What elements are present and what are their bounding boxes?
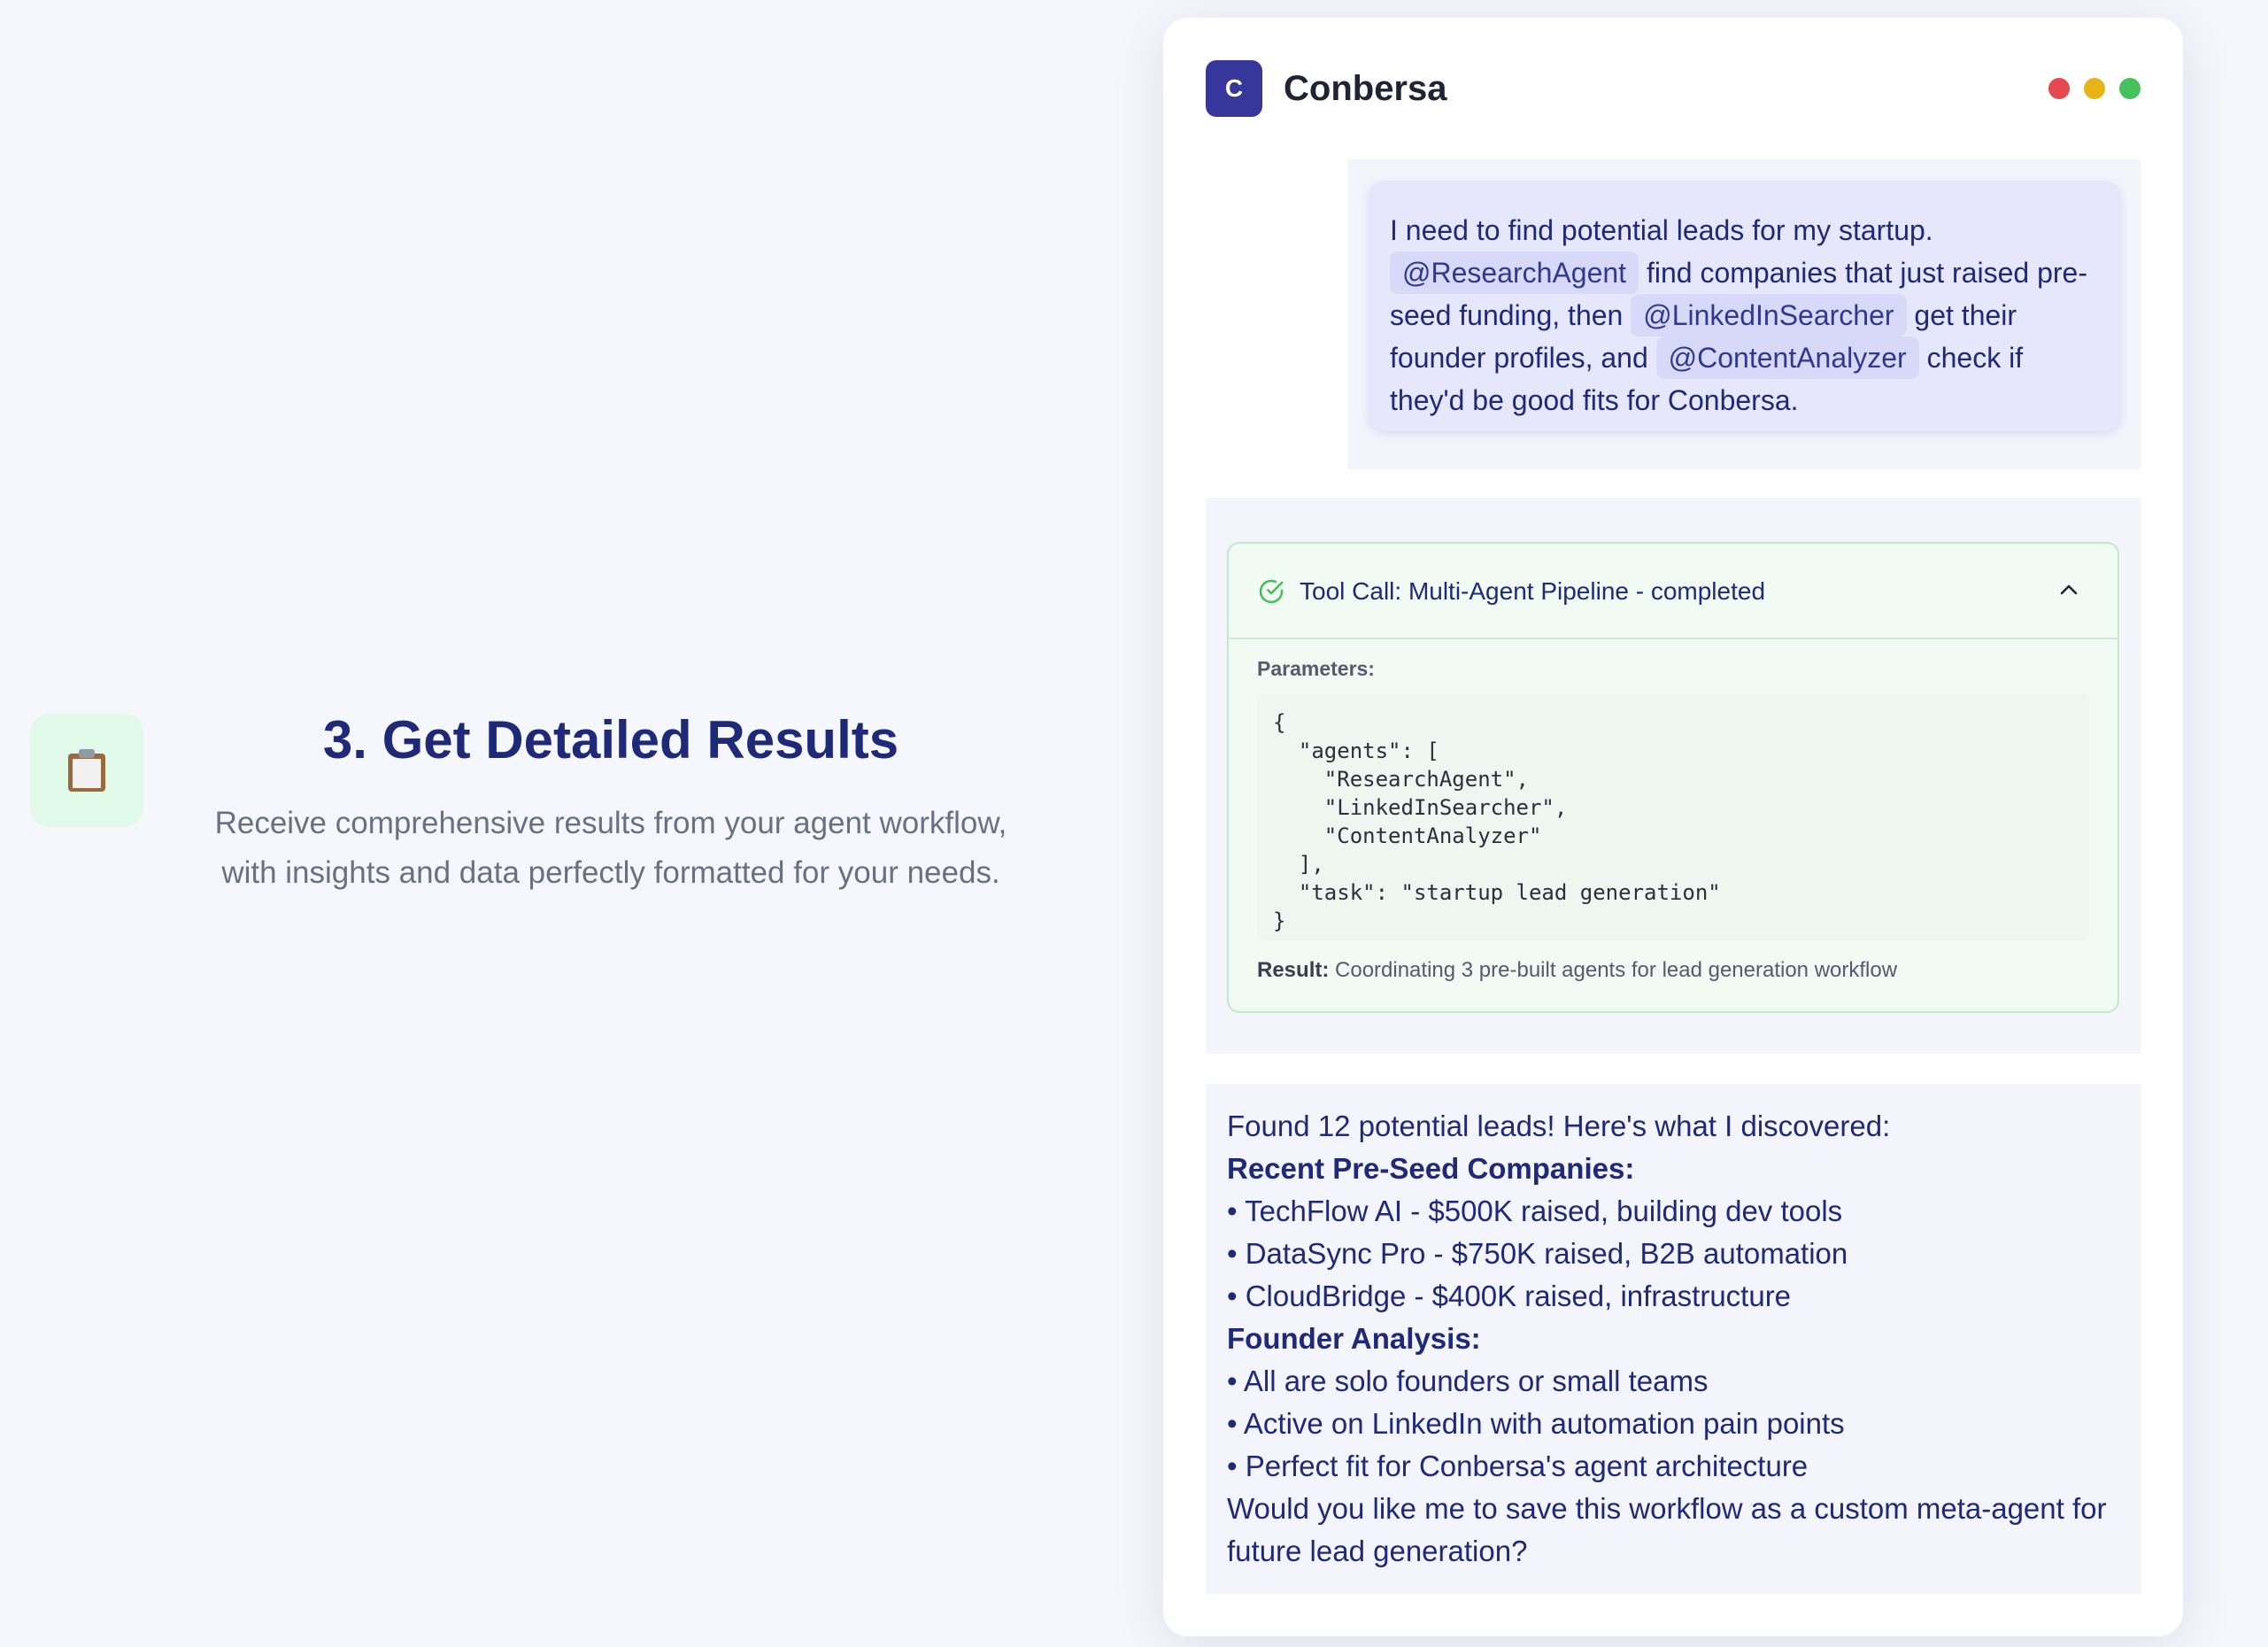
user-message-bubble — [1369, 181, 2121, 430]
user-message-row — [1347, 159, 2141, 469]
list-item: • TechFlow AI - $500K raised, building dev tools — [1227, 1195, 1843, 1227]
app-avatar: C — [1206, 60, 1262, 117]
feature-description-line2: with insights and data perfectly formatted for your needs. — [221, 855, 1000, 890]
feature-title: 3. Get Detailed Results — [322, 710, 899, 769]
chat-window — [1163, 18, 2183, 1636]
section-heading-founders: Founder Analysis: — [1227, 1322, 1481, 1355]
list-item: • DataSync Pro - $750K raised, B2B automation — [1227, 1237, 1848, 1270]
app-title: Conbersa — [1284, 69, 1447, 108]
assistant-response — [1206, 1084, 2141, 1594]
section-heading-companies: Recent Pre-Seed Companies: — [1227, 1152, 1635, 1185]
window-header — [1206, 60, 2141, 117]
close-dot[interactable] — [2048, 78, 2070, 99]
parameters-label: Parameters: — [1257, 657, 1375, 680]
clipboard-icon — [68, 749, 105, 792]
result-text: Coordinating 3 pre-built agents for lead generation workflow — [1329, 958, 1898, 982]
feature-description-line1: Receive comprehensive results from your agent workflow, — [214, 806, 1007, 840]
tool-call-header[interactable] — [1229, 544, 2118, 639]
window-controls — [2048, 78, 2141, 99]
result-label: Result: — [1257, 958, 1330, 982]
mention-research-agent[interactable]: @ResearchAgent — [1390, 251, 1639, 294]
mention-content-analyzer[interactable]: @ContentAnalyzer — [1656, 336, 1919, 379]
result-line — [1257, 956, 1897, 985]
feature-description — [168, 799, 1053, 898]
minimize-dot[interactable] — [2084, 78, 2105, 99]
feature-icon-tile — [30, 714, 143, 827]
tool-call-card — [1227, 542, 2119, 1013]
user-text-2: find companies that just raised pre-seed funding, then — [1390, 257, 2087, 331]
user-text-1: I need to find potential leads for my startup. — [1390, 214, 1933, 246]
list-item: • All are solo founders or small teams — [1227, 1365, 1709, 1397]
maximize-dot[interactable] — [2119, 78, 2141, 99]
tool-call-row — [1206, 498, 2141, 1054]
list-item: • Active on LinkedIn with automation pain points — [1227, 1407, 1845, 1440]
list-item: • CloudBridge - $400K raised, infrastructure — [1227, 1280, 1792, 1312]
response-closing: Would you like me to save this workflow as a custom meta-agent for future lead generation? — [1227, 1492, 2107, 1567]
chevron-up-icon[interactable] — [2059, 583, 2079, 597]
list-item: • Perfect fit for Conbersa's agent architecture — [1227, 1450, 1809, 1482]
user-text-3: get their founder profiles, and — [1390, 299, 2017, 374]
tool-call-title: Tool Call: Multi-Agent Pipeline - completed — [1300, 577, 1766, 605]
mention-linkedin-searcher[interactable]: @LinkedInSearcher — [1631, 294, 1906, 336]
parameters-code: { "agents": [ "ResearchAgent", "LinkedInSearcher", "ContentAnalyzer" ], "task": "startup lead generation" } — [1257, 694, 2089, 940]
check-circle-icon — [1257, 577, 1285, 606]
response-intro: Found 12 potential leads! Here's what I discovered: — [1227, 1110, 1891, 1142]
user-text-4: check if they'd be good fits for Conbersa. — [1390, 342, 2024, 416]
